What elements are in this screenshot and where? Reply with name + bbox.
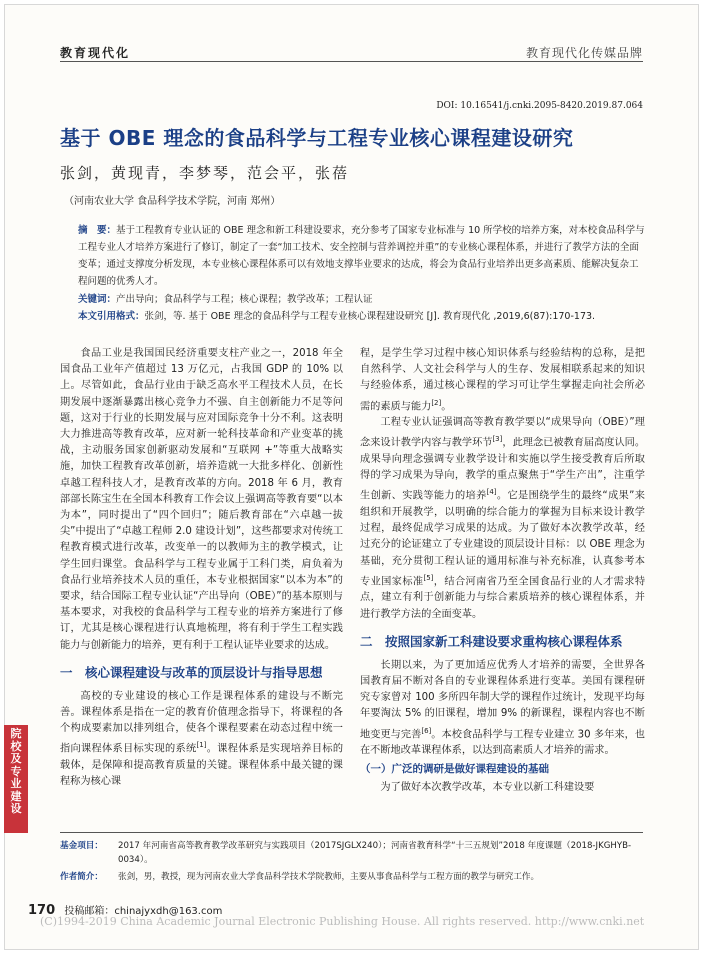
paragraph-text: 高校的专业建设的核心工作是课程体系的建设与不断完善。课程体系是指在一定的教育价值理念指导下，将课程的各个构成要素加以排列组合，使各个课程要素在动态过程中统一指向课程体系目标实现的系统 bbox=[60, 690, 343, 755]
section-side-tab bbox=[4, 725, 28, 833]
funding-note bbox=[60, 839, 643, 867]
paragraph-text: 长期以来，为了更加适应优秀人才培养的需要，全世界各国教育届不断对各自的专业课程体系进行变革。美国有课程研究专家曾对 100 多所四年制大学的课程作过统计，发现平均每年要淘汰 5% 的旧课程，增加 9% 的新课程，课程内容也不断地变更与完善 bbox=[360, 659, 645, 741]
keywords-label: 关键词： bbox=[78, 294, 117, 305]
keywords-text: 产出导向；食品科学与工程；核心课程；教学改革；工程认证 bbox=[116, 294, 373, 305]
page-number: 170 bbox=[28, 903, 56, 918]
citation bbox=[78, 308, 645, 325]
article-title: 基于 OBE 理念的食品科学与工程专业核心课程建设研究 bbox=[60, 126, 574, 150]
authors: 张剑，黄现青，李梦琴，范会平，张蓓 bbox=[60, 164, 350, 182]
paragraph bbox=[360, 658, 645, 760]
paragraph-text: 。它是围绕学生的最终“成果”来组织和开展教学，以明确的综合能力的掌握为目标来设计教学过程，最终促成学习成果的达成。为了做好本次教学改革，经过充分的论证建立了专业建设的顶层设计目标：以 OBE 理念为基础，充分贯彻工程认证的通用标准与补充标准，认真参考本专业国家标准 bbox=[360, 490, 645, 588]
submission-email: 投稿邮箱：chinajyxdh@163.com bbox=[64, 906, 223, 917]
funding-text: 2017 年河南省高等教育教学改革研究与实践项目（2017SJGLX240）；河南省教育科学“十三五规划”2018 年度课题（2018-JKGHYB-0034）。 bbox=[118, 841, 632, 865]
journal-name: 教育现代化 bbox=[60, 46, 131, 60]
left-column bbox=[60, 346, 343, 790]
paragraph-text: 工程专业认证强调高等教育教学要以“成果导向（OBE）”理念来设计教学内容与教学环节 bbox=[360, 417, 645, 449]
right-column bbox=[360, 346, 645, 796]
journal-brand: 教育现代化传媒品牌 bbox=[525, 46, 643, 60]
copyright-watermark: (C)1994-2019 China Academic Journal Electronic Publishing House. All rights reserved. http://www.cnki.net bbox=[40, 915, 645, 928]
keywords bbox=[78, 291, 645, 308]
abstract bbox=[78, 222, 645, 290]
paragraph bbox=[60, 689, 343, 791]
citation-ref: [2] bbox=[431, 398, 442, 407]
author-note bbox=[60, 870, 643, 884]
section-heading-1: 一 核心课程建设与改革的顶层设计与指导思想 bbox=[60, 664, 323, 680]
affiliation: （河南农业大学 食品科学技术学院，河南 郑州） bbox=[64, 196, 281, 207]
footnotes bbox=[60, 832, 643, 884]
citation-ref: [4] bbox=[486, 488, 497, 497]
citation-label: 本文引用格式： bbox=[78, 311, 145, 322]
abstract-text: 基于工程教育专业认证的 OBE 理念和新工科建设要求，充分参考了国家专业标准与 10 所学校的培养方案，对本校食品科学与工程专业人才培养方案进行了修订，制定了一套“加工技术、安全控制与营养调控并重”的专业核心课程体系，并进行了教学方法的全面变革；通过支撑度分析发现，本专业核心课程体系可以有效地支撑毕业要求的达成，将会为食品行业培养出更多高素质、能解决复杂工程问题的优秀人才。 bbox=[78, 225, 645, 287]
paragraph-text: 程，是学生学习过程中核心知识体系与经验结构的总称，是把自然科学、人文社会科学与人的生存、发展相联系起来的知识与经验体系，通过核心课程的学习可让学生掌握走向社会所必需的素质与能力 bbox=[360, 348, 645, 412]
funding-label: 基金项目： bbox=[60, 841, 103, 851]
author-bio-text: 张剑，男，教授，现为河南农业大学食品科学技术学院教师，主要从事食品科学与工程方面的教学与研究工作。 bbox=[118, 872, 540, 882]
section-heading-2: 二 按照国家新工科建设要求重构核心课程体系 bbox=[360, 633, 623, 649]
running-header bbox=[60, 42, 643, 62]
citation-ref: [6] bbox=[421, 726, 432, 735]
paragraph-text: ，结合河南省乃至全国食品行业的人才需求特点，建立有利于创新能力与综合素质培养的核心课程体系，并进行教学方法的全面变革。 bbox=[360, 576, 646, 620]
paragraph-text: 。本校食品科学与工程专业建立 30 多年来，也在不断地改革课程体系，以达到高素质人才培养的需求。 bbox=[360, 729, 645, 757]
side-tab-label: 院校及专业建设 bbox=[10, 727, 22, 815]
paragraph-text: ，此理念已被教育届高度认同。成果导向理念强调专业教学设计和实施以学生接受教育后所取得的学习成果为导向，教学的重点聚焦于“学生产出”，注重学生创新、实践等能力的培养 bbox=[360, 437, 646, 502]
citation-ref: [3] bbox=[492, 435, 503, 444]
doi: DOI: 10.16541/j.cnki.2095-8420.2019.87.064 bbox=[436, 101, 643, 111]
citation-text: 张剑，等. 基于 OBE 理念的食品科学与工程专业核心课程建设研究 [J]. 教育现代化 ,2019,6(87):170-173. bbox=[144, 311, 596, 322]
paragraph: 食品工业是我国国民经济重要支柱产业之一，2018 年全国食品工业年产值超过 13 万亿元，占我国 GDP 的 10% 以上。尽管如此，食品行业由于缺乏高水平工程技术人员，在长期发展中逐渐暴露出核心竞争力不强、自主创新能力不足等问题，这对于行业的长期发展与应对国际竞争十分不利。这表明大力推进高等教育改革，应对新一轮科技革命和产业变革的挑战，主动服务国家创新驱动发展和“互联网 +”等重大战略实施，加快工程教育改革创新，培养造就一大批多样化、创新性卓越工程科技人才，是教育改革的方向。2018 年 6 月，教育部部长陈宝生在全国本科教育工作会议上强调高等教育要“以本为本”，同时提出了“四个回归”；随后教育部在“六卓越一拔尖”中提出了“卓越工程师 2.0 建设计划”，这些都要求对传统工程教育模式进行改革，改变单一的以教师为主的教学模式，让学生回归课堂。食品科学与工程专业属于工科门类，肩负着为食品行业培养技术人员的重任，本专业根据国家“以本为本”的要求，结合国际工程专业认证“产出导向（OBE）”的基本原则与基本要求，对我校的食品科学与工程专业的培养方案进行了修订，尤其是核心课程进行认真地梳理，将有利于学生工程实践能力与创新能力的培养，更有利于工程认证毕业要求的达成。 bbox=[60, 348, 344, 651]
citation-ref: [1] bbox=[196, 741, 207, 750]
citation-ref: [5] bbox=[423, 573, 434, 582]
paragraph: 为了做好本次教学改革，本专业以新工科建设要 bbox=[380, 781, 595, 793]
subsection-heading: （一）广泛的调研是做好课程建设的基础 bbox=[360, 763, 549, 776]
paragraph: 程，是学生学习过程中核心知识体系与经验结构的总称，是把自然科学、人文社会科学与人的生存、发展相联系起来的知识与经验体系，通过核心课程的学习可让学生掌握走向社会所必需的素质与能力[2]。 bbox=[360, 348, 645, 412]
author-bio-label: 作者简介： bbox=[60, 872, 103, 882]
abstract-label: 摘 要： bbox=[78, 225, 117, 236]
paragraph bbox=[360, 415, 645, 623]
paragraph-text: 。课程体系是实现培养目标的载体，是保障和提高教育质量的关键。课程体系中最关键的课程称为核心课 bbox=[60, 743, 344, 788]
